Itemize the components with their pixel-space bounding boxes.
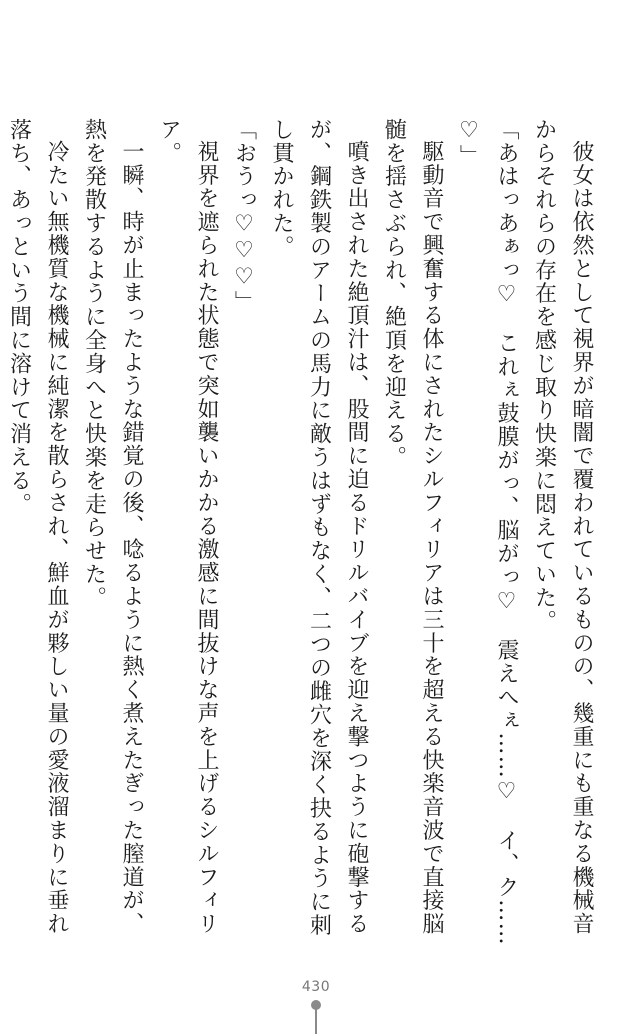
- paragraph: 冷たい無機質な機械に純潔を散らされ、鮮血が夥しい量の愛液溜まりに垂れ落ち、あっという間に溶けて消える。: [6, 118, 69, 936]
- paragraph: 噴き出された絶頂汁は、股間に迫るドリルバイブを迎え撃つように砲撃するが、鋼鉄製のアームの馬力に敵うはずもなく、二つの雌穴を深く抉るように刺し貫かれた。: [269, 118, 369, 937]
- page-marker-stem: [315, 1009, 317, 1034]
- paragraph: 彼女は依然として視界が暗闇で覆われているものの、幾重にも重なる機械音からそれらの存在を感じ取り快楽に悶えていた。: [531, 118, 594, 936]
- paragraph: 駆動音で興奮する体にされたシルフィリアは三十を超える快楽音波で直接脳髄を揺さぶられ、絶頂を迎える。: [381, 118, 444, 936]
- novel-page-text: [6, 118, 600, 948]
- dialogue-line: 「あはっあぁっ♡ これぇ鼓膜がっ、脳がっ♡ 震えへぇ……♡ イ、ク……♡」: [456, 118, 519, 946]
- dialogue-line: 「おうっ♡♡♡」: [231, 118, 257, 315]
- paragraph: 一瞬、時が止まったような錯覚の後、唸るように熱く煮えたぎった膣道が、熱を発散するように全身へと快楽を走らせた。: [81, 118, 144, 936]
- page-number: 430: [301, 979, 331, 995]
- paragraph: 視界を遮られた状態で突如襲いかかる激感に間抜けな声を上げるシルフィリア。: [156, 118, 219, 936]
